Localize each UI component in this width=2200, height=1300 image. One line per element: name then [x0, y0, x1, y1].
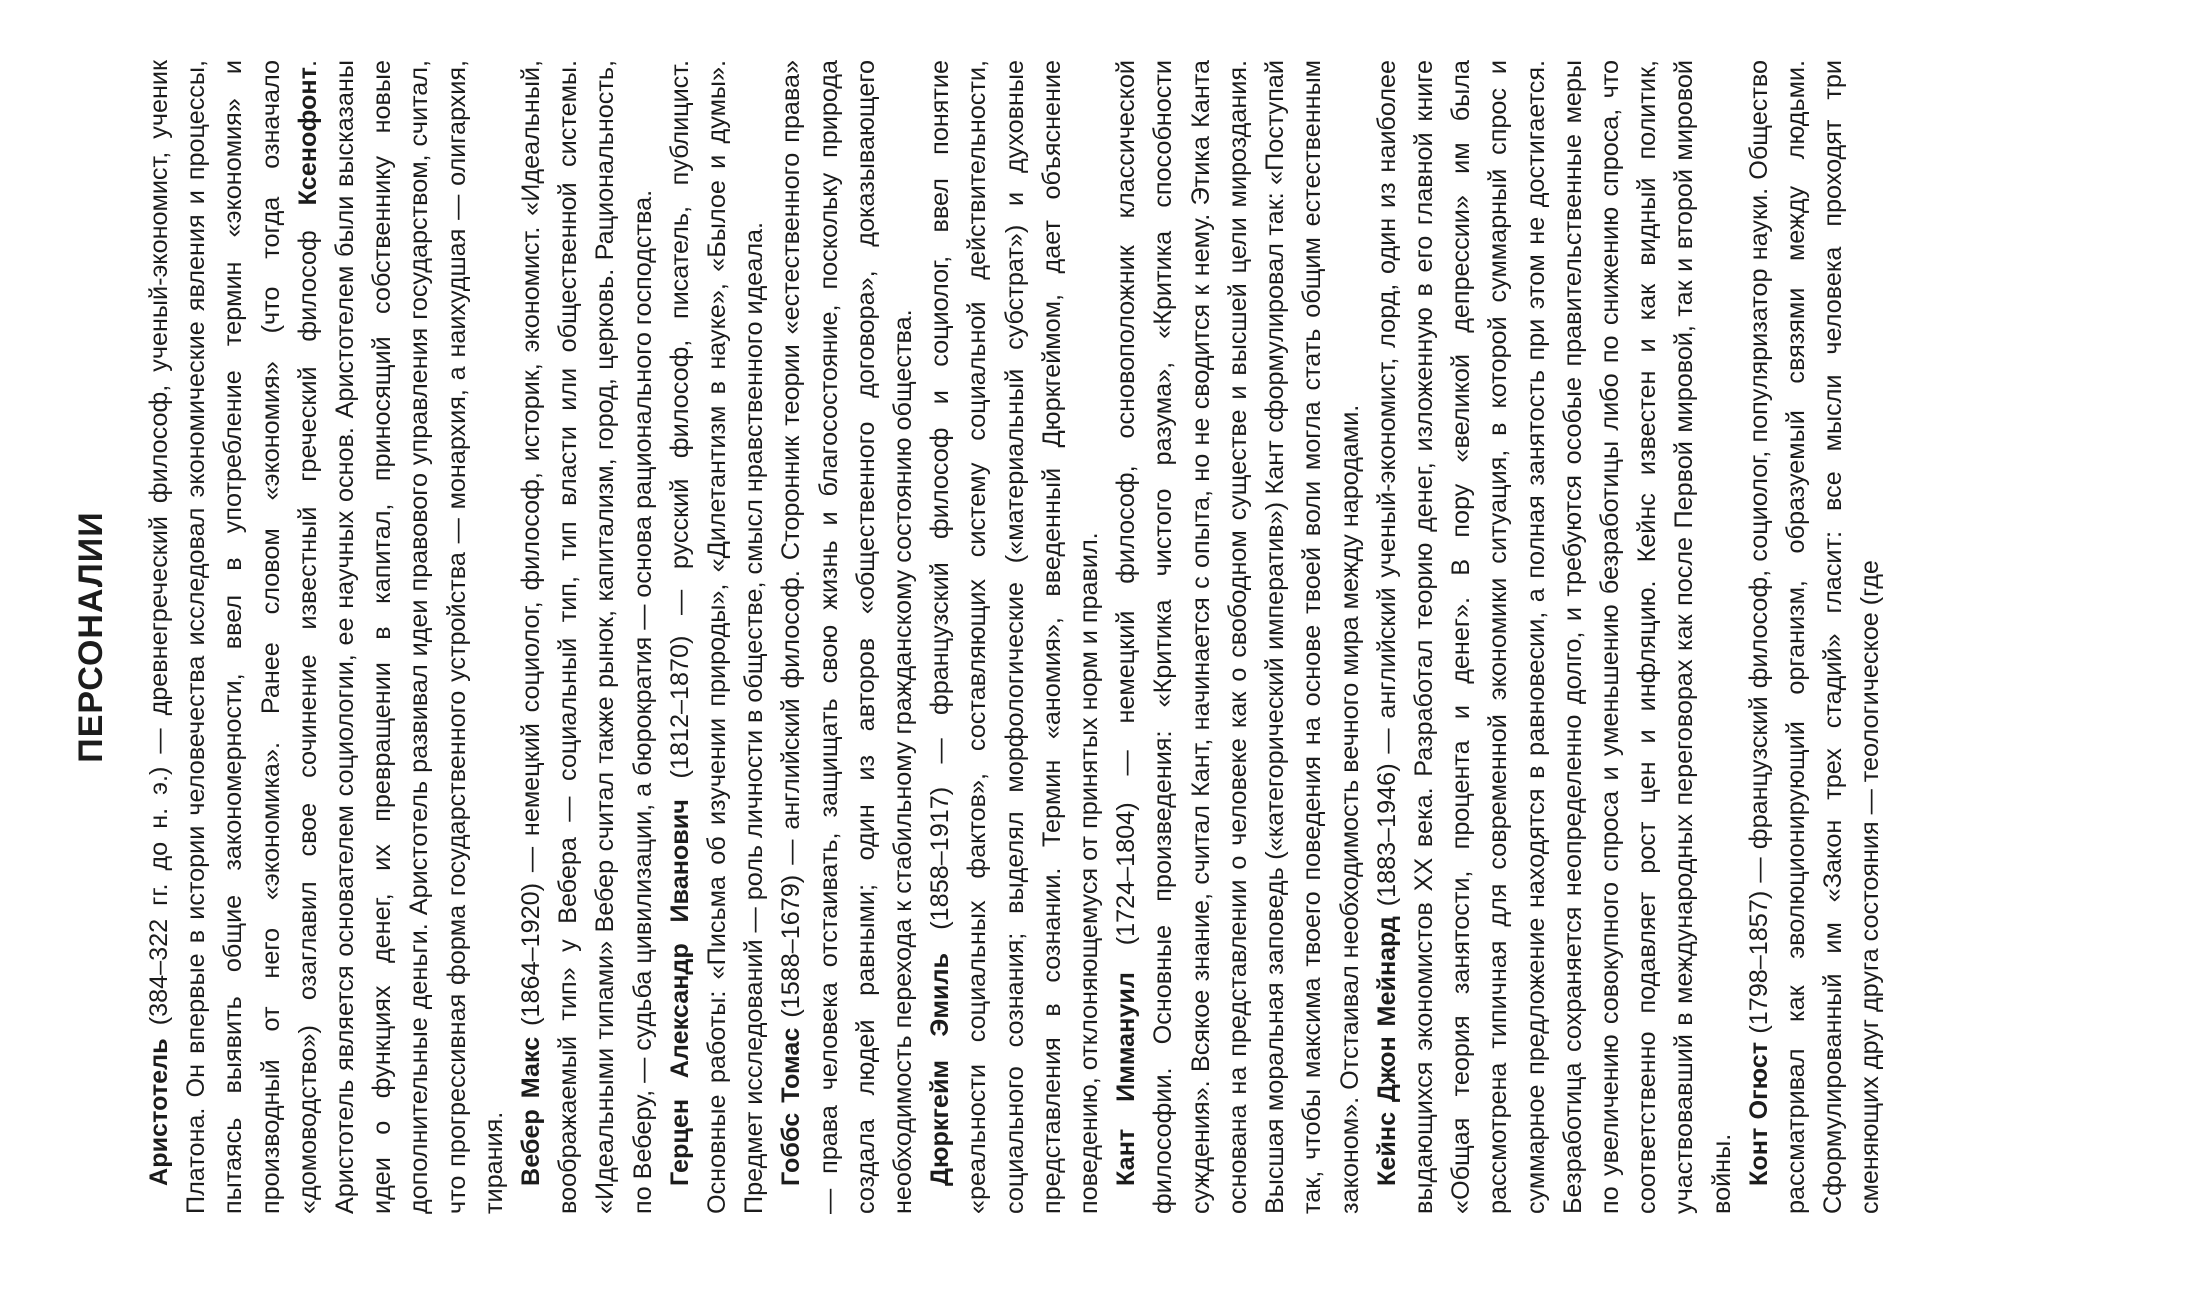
entry-text-after: . Аристотель является основателем социологии, ее научных основ. Аристотелем были высказаны идеи о функциях денег, их превращении в капитал, приносящий собственнику новые дополнительные деньги. Аристотель развивал идеи правового управления государством, считал, что прогрессивная форма государственного устройства — монархия, а наихудшая — олигархия, тирания. — [293, 60, 508, 1214]
entry-name: Дюркгейм Эмиль — [926, 953, 955, 1186]
entry-text: (384–322 гг. до н. э.) — древнегреческий философ, ученый-экономист, ученик Платона. Он впервые в истории человечества исследовал экономические явления и процессы, пытаясь выявить общие закономерности, ввел в употребление термин «экономия» и производный от него «экономика». Ранее словом «экономия» (что тогда означало «домоводство») озаглавил свое сочинение известный греческий философ — [145, 60, 322, 1214]
entry-bold-name: Ксенофонт — [293, 67, 322, 206]
entry-text: (1858–1917) — французский философ и социолог, ввел понятие «реальности социальных фактов», составляющих систему социальной действительности, социального сознания; выделял морфологические («материальный субстрат») и духовные представления в сознании. Термин «аномия», введенный Дюркгеймом, дает объяснение поведению, отклоняющемуся от принятых норм и правил. — [926, 60, 1104, 1214]
entry-name: Гоббс Томас — [777, 1027, 806, 1186]
entry-kant — [1108, 60, 1368, 1214]
entry-herzen — [662, 60, 774, 1214]
entry-name: Конт Огюст — [1744, 1041, 1773, 1186]
page-title: ПЕРСОНАЛИИ — [72, 511, 110, 763]
entry-name: Кейнс Джон Мейнард — [1372, 916, 1401, 1186]
entry-durkheim — [922, 60, 1108, 1214]
entry-name: Аристотель — [145, 1038, 173, 1186]
entry-text: (1883–1946) — английский ученый-экономист, лорд, один из наиболее выдающихся экономистов XX века. Разработал теорию денег, изложенную в его главной книге «Общая теория занятости, процента и денег». В пору «великой депрессии» им была рассмотрена типичная для современной экономики ситуация, в которой суммарный спрос и суммарное предложение находятся в равновесии, а полная занятость при этом не достигается. Безработица сохраняется неопределенно долго, и требуются особые правительственные меры по увеличению совокупного спроса и уменьшению безработицы либо по снижению спроса, что соответственно подавляет рост цен и инфляцию. Кейнс известен и как видный политик, участвовавший в международных переговорах как после Первой мировой, так и второй мировой войны. — [1372, 60, 1736, 1214]
entry-comte — [1741, 60, 1890, 1214]
entry-text: (1864–1920) — немецкий социолог, философ, историк, экономист. «Идеальный, воображаемый тип» у Вебера — социальный тип, тип власти или общественной системы. «Идеальными типами» Вебер считал также рынок, капитализм, город, церковь. Рациональность, по Веберу, — судьба цивилизации, а бюрократия — основа рационального господства. — [517, 60, 657, 1214]
entry-weber — [513, 60, 662, 1214]
entry-hobbes — [773, 60, 922, 1214]
entry-keynes — [1369, 60, 1741, 1214]
entry-name: Вебер Макс — [517, 1036, 546, 1186]
entry-text: (1812–1870) — русский философ, писатель, публицист. Основные работы: «Письма об изучении природы», «Дилетантизм в науке», «Былое и думы». Предмет исследований — роль личности в обществе, смысл нравственного идеала. — [665, 60, 769, 1214]
entry-name: Герцен Александр Иванович — [665, 799, 694, 1186]
entry-text: (1588–1679) — английский философ. Сторонник теории «естественного права» — права человека отстаивать, защищать свою жизнь и благосостояние, поскольку природа создала людей равными; один из авторов «общественного договора», доказывающего необходимость перехода к стабильному гражданскому состоянию общества. — [777, 60, 918, 1214]
entry-text: (1724–1804) — немецкий философ, основоположник классической философии. Основные произведения: «Критика чистого разума», «Критика способности суждения». Всякое знание, считал Кант, начинается с опыта, но не сводится к нему. Этика Канта основана на представлении о человеке как о свободном существе и высшей цели мироздания. Высшая моральная заповедь («категорический императив») Кант сформулировал так: «Поступай так, чтобы максима твоего поведения на основе твоей воли могла стать общим естественным законом». Отстаивал необходимость вечного мира между народами. — [1112, 60, 1364, 1214]
entry-text: (1798–1857) — французский философ, социолог, популяризатор науки. Общество рассматривал как эволюционирующий организм, образуемый связями между людьми. Сформулированный им «Закон трех стадий» гласит: все мысли человека проходят три сменяющих друг друга состояния — теологическое (где — [1744, 60, 1885, 1214]
entry-name: Кант Иммануил — [1112, 972, 1141, 1186]
entry-aristotle — [141, 60, 513, 1214]
